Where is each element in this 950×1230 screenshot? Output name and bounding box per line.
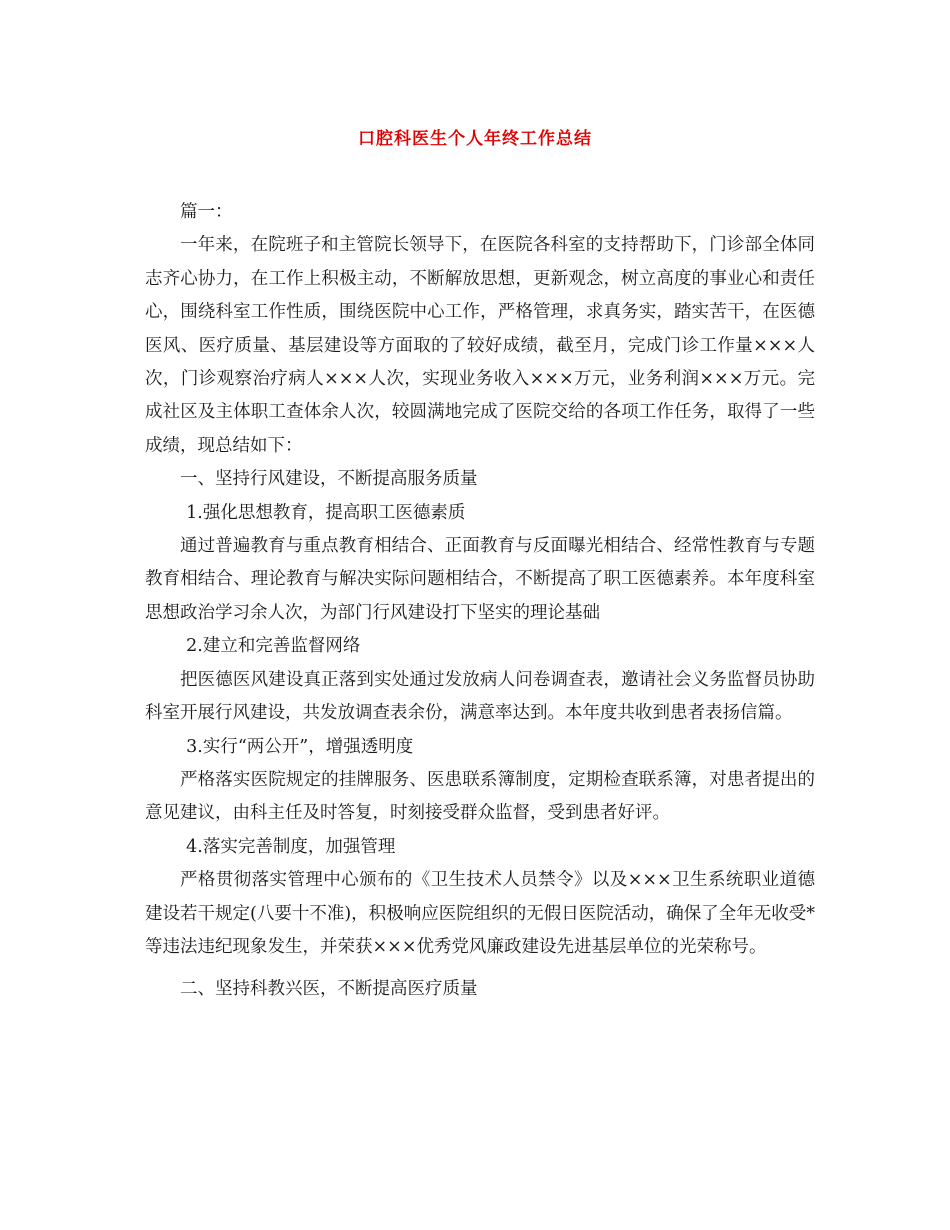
subheading-1-3: 3.实行“两公开”，增强透明度: [186, 736, 414, 757]
paragraph-1-4: 严格贯彻落实管理中心颁布的《卫生技术人员禁令》以及×××卫生系统职业道德建设若干规定(八要十不准)，积极响应医院组织的无假日医院活动，确保了全年无收受*等违法违纪现象发生，并荣获×××优秀党风廉政建设先进基层单位的光荣称号。: [145, 870, 815, 957]
subheading-1-2: 2.建立和完善监督网络: [186, 636, 361, 657]
paragraph-1-2: 把医德医风建设真正落到实处通过发放病人问卷调查表，邀请社会义务监督员协助科室开展行风建设，共发放调查表余份，满意率达到。本年度共收到患者表扬信篇。: [145, 669, 815, 724]
subheading-1-4: 4.落实完善制度，加强管理: [186, 836, 396, 857]
subheading-1-1: 1.强化思想教育，提高职工医德素质: [186, 502, 466, 523]
section-label: 篇一：: [180, 202, 233, 222]
paragraph-1-3: 严格落实医院规定的挂牌服务、医患联系簿制度，定期检查联系簿，对患者提出的意见建议，由科主任及时答复，时刻接受群众监督，受到患者好评。: [145, 769, 815, 824]
section-heading-1: 一、坚持行风建设，不断提高服务质量: [180, 469, 478, 490]
document-body: [145, 196, 815, 1007]
document-title: 口腔科医生个人年终工作总结: [358, 129, 592, 149]
intro-paragraph: 一年来，在院班子和主管院长领导下，在医院各科室的支持帮助下，门诊部全体同志齐心协力，在工作上积极主动，不断解放思想，更新观念，树立高度的事业心和责任心，围绕科室工作性质，围绕医院中心工作，严格管理，求真务实，踏实苦干，在医德医风、医疗质量、基层建设等方面取的了较好成绩，截至月，完成门诊工作量×××人次，门诊观察治疗病人×××人次，实现业务收入×××万元，业务利润×××万元。完成社区及主体职工查体余人次，较圆满地完成了医院交给的各项工作任务，取得了一些成绩，现总结如下：: [145, 235, 815, 456]
section-heading-2: 二、坚持科教兴医，不断提高医疗质量: [180, 979, 478, 1000]
paragraph-1-1: 通过普遍教育与重点教育相结合、正面教育与反面曝光相结合、经常性教育与专题教育相结合、理论教育与解决实际问题相结合，不断提高了职工医德素养。本年度科室思想政治学习余人次，为部门行风建设打下坚实的理论基础: [145, 536, 815, 623]
